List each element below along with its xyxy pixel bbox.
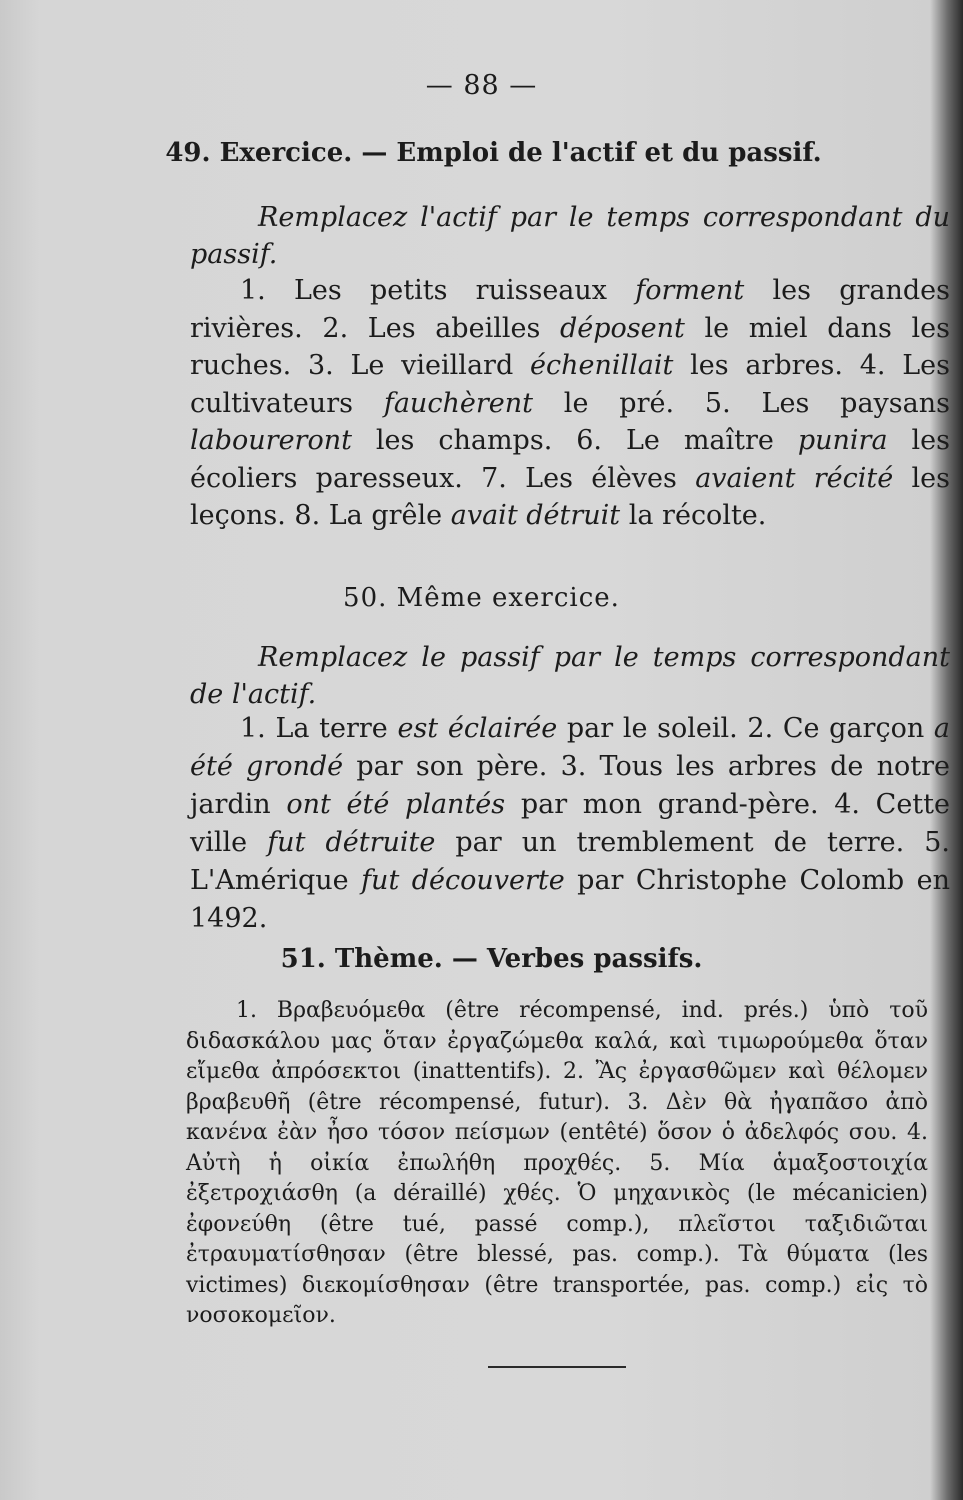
page-number: — 88 — [425, 70, 538, 101]
list-item: 5. Les paysans laboureront les champs. [190, 387, 950, 456]
list-item: 4. Les cultivateurs fauchèrent le pré. [190, 350, 950, 419]
section-49-exercise [190, 272, 950, 535]
section-49-instruction: Remplacez l'actif par le temps correspondant du passif. [190, 202, 950, 270]
list-item: 4. Cette ville fut détruite par un tremblement de terre. [190, 789, 950, 858]
list-item: 1. Les petits ruisseaux forment les grandes rivières. [190, 275, 950, 344]
list-item: 8. La grêle avait détruit la récolte. [294, 500, 767, 531]
list-item: 3. Le vieillard échenillait les arbres. [307, 350, 860, 381]
section-51-text: 1. Βραβευόμεθα (être récompensé, ind. prés.) ὑπὸ τοῦ διδασκάλου μας ὅταν ἐργαζώμεθα καλά, καὶ τιμωρούμεθα ὅταν εἴμεθα ἀπρόσεκτοι (inattentifs). 2. Ἂς ἐργασθῶμεν καὶ θέλομεν βραβευθῆ (être récompensé, futur). 3. Δὲν θὰ ἠγαπᾶσο ἀπὸ κανένα ἐὰν ἦσο τόσον πείσμων (entêté) ὅσον ὁ ἀδελφός σου. 4. Αὐτὴ ἡ οἰκία ἐπωλήθη προχθές. 5. Μία ἁμαξοστοιχία ἐξετροχιάσθη (a déraillé) χθές. Ὁ μηχανικὸς (le mécanicien) ἐφονεύθη (être tué, passé comp.), πλεῖστοι ταξιδιῶται ἐτραυματίσθησαν (être blessé, pas. comp.). Τὰ θύματα (les victimes) διεκομίσθησαν (être transportée, pas. comp.) εἰς τὸ νοσοκομεῖον. [186, 998, 928, 1328]
list-item: 7. Les élèves avaient récité les leçons. [190, 462, 951, 531]
list-item: 2. Ce garçon a été grondé par son père. [190, 713, 951, 782]
section-50-instruction: Remplacez le passif par le temps correspondant de l'actif. [190, 642, 950, 710]
list-item: 3. Tous les arbres de notre jardin ont été plantés par mon grand-père. [190, 751, 950, 820]
list-item: 5. L'Amérique fut découverte par Christophe Colomb en 1492. [190, 827, 950, 934]
section-49-heading: 49. Exercice. — Emploi de l'actif et du passif. [165, 138, 822, 168]
list-item: 1. La terre est éclairée par le soleil. [240, 713, 748, 744]
section-50-exercise [190, 710, 950, 938]
list-item: 6. Le maître punira les écoliers paresseux. [190, 425, 950, 494]
end-rule [488, 1366, 626, 1368]
section-50-heading: 50. Même exercice. [343, 583, 620, 613]
list-item: 2. Les abeilles déposent le miel dans les ruches. [190, 312, 950, 381]
section-51-heading: 51. Thème. — Verbes passifs. [280, 944, 703, 974]
